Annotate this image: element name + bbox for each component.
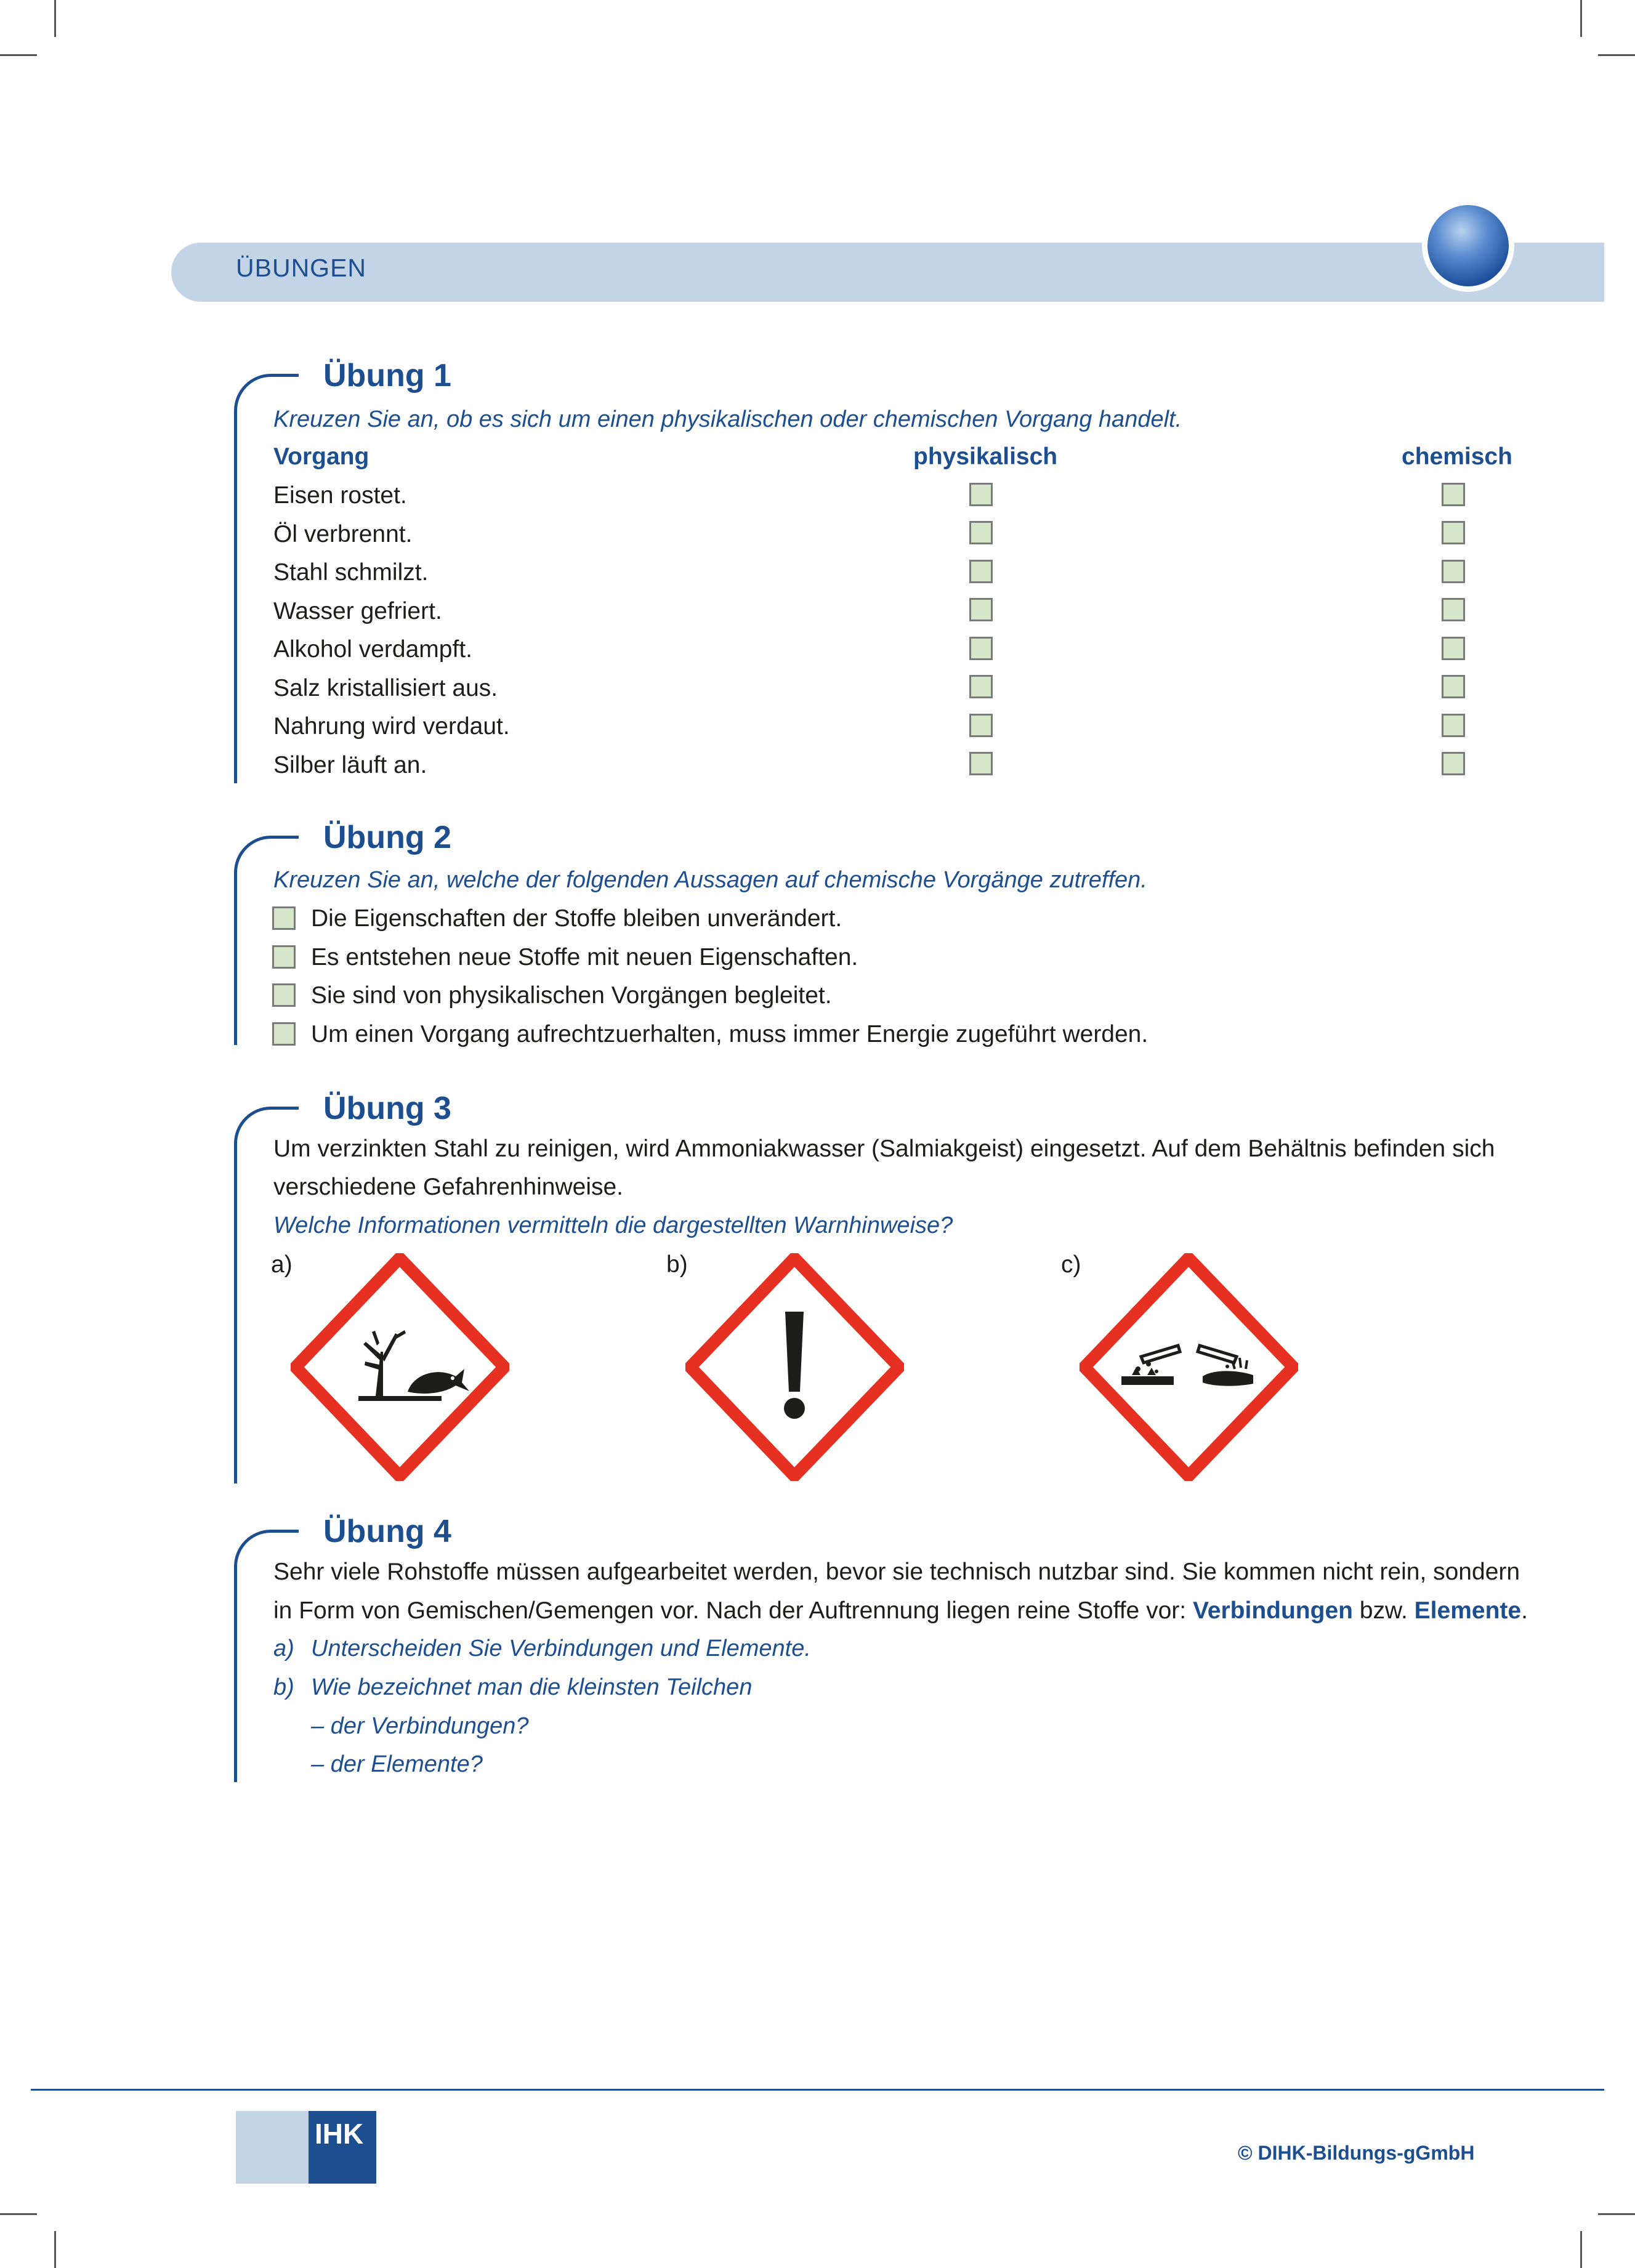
exercise-4-text-line: in Form von Gemischen/Gemengen vor. Nach der Auftrennung liegen reine Stoffe vor: Verbindungen bzw. Elemente. <box>273 1597 1528 1624</box>
physical-checkbox[interactable] <box>969 752 993 775</box>
sub-question: – der Verbindungen? <box>311 1713 529 1739</box>
footer-rule <box>31 2089 1604 2091</box>
process-row-label: Öl verbrennt. <box>273 521 413 547</box>
section-header-bar <box>171 243 1604 302</box>
corrosive-icon <box>1080 1253 1298 1481</box>
pictogram-label: a) <box>271 1251 293 1278</box>
exercise-2-title: Übung 2 <box>323 820 451 855</box>
ihk-logo: IHK <box>309 2111 376 2184</box>
chemical-checkbox[interactable] <box>1442 714 1465 737</box>
process-row-label: Nahrung wird verdaut. <box>273 713 510 740</box>
exercise-3-text-line: Um verzinkten Stahl zu reinigen, wird Ammoniakwasser (Salmiakgeist) eingesetzt. Auf dem Behältnis befinden sich <box>273 1136 1495 1162</box>
exercise-bracket <box>234 1107 299 1483</box>
statement-text: Um einen Vorgang aufrechtzuerhalten, muss immer Energie zugeführt werden. <box>311 1021 1149 1047</box>
statement-checkbox[interactable] <box>272 1022 296 1046</box>
crop-mark <box>54 0 56 37</box>
physical-checkbox[interactable] <box>969 598 993 621</box>
physical-checkbox[interactable] <box>969 483 993 506</box>
chemical-checkbox[interactable] <box>1442 598 1465 621</box>
crop-mark <box>54 2231 56 2268</box>
physical-checkbox[interactable] <box>969 560 993 583</box>
pictogram-label: c) <box>1061 1251 1081 1278</box>
physical-checkbox[interactable] <box>969 637 993 660</box>
pictogram-label: b) <box>666 1251 688 1278</box>
exercise-3-title: Übung 3 <box>323 1091 451 1126</box>
chemical-checkbox[interactable] <box>1442 483 1465 506</box>
crop-mark <box>1598 2213 1635 2215</box>
copyright-notice: © DIHK-Bildungs-gGmbH <box>1238 2142 1475 2164</box>
crop-mark <box>0 54 37 56</box>
process-row-label: Silber läuft an. <box>273 752 427 778</box>
term-elemente: Elemente <box>1414 1597 1522 1624</box>
exercise-4-text-line: Sehr viele Rohstoffe müssen aufgearbeitet werden, bevor sie technisch nutzbar sind. Sie kommen nicht rein, sondern <box>273 1559 1520 1585</box>
exercise-4-title: Übung 4 <box>323 1514 451 1549</box>
section-title: ÜBUNGEN <box>236 254 367 282</box>
chemical-checkbox[interactable] <box>1442 675 1465 698</box>
question-label: a) <box>273 1636 294 1661</box>
chemical-checkbox[interactable] <box>1442 637 1465 660</box>
statement-checkbox[interactable] <box>272 945 296 969</box>
statement-text: Die Eigenschaften der Stoffe bleiben unverändert. <box>311 905 842 932</box>
exercise-1-title: Übung 1 <box>323 358 451 393</box>
statement-checkbox[interactable] <box>272 983 296 1007</box>
exercise-1-instruction: Kreuzen Sie an, ob es sich um einen physikalischen oder chemischen Vorgang handelt. <box>273 406 1182 432</box>
exercise-3-question: Welche Informationen vermitteln die dargestellten Warnhinweise? <box>273 1213 953 1238</box>
environment-hazard-icon <box>291 1253 509 1481</box>
question-label: b) <box>273 1674 294 1700</box>
physical-checkbox[interactable] <box>969 714 993 737</box>
column-header-physical: physikalisch <box>913 443 1058 470</box>
question-b: Wie bezeichnet man die kleinsten Teilchen <box>311 1674 753 1700</box>
chemical-checkbox[interactable] <box>1442 752 1465 775</box>
statement-checkbox[interactable] <box>272 906 296 930</box>
process-row-label: Stahl schmilzt. <box>273 559 429 586</box>
column-header-process: Vorgang <box>273 443 369 470</box>
crop-mark <box>0 2213 37 2215</box>
crop-mark <box>1580 2231 1582 2268</box>
process-row-label: Salz kristallisiert aus. <box>273 675 498 701</box>
term-verbindungen: Verbindungen <box>1192 1597 1353 1624</box>
crop-mark <box>1598 54 1635 56</box>
process-row-label: Alkohol verdampft. <box>273 636 472 663</box>
blue-sphere-icon <box>1422 200 1514 292</box>
sub-question: – der Elemente? <box>311 1751 483 1777</box>
exclamation-mark-icon <box>685 1253 904 1481</box>
crop-mark <box>1580 0 1582 37</box>
process-row-label: Wasser gefriert. <box>273 598 442 624</box>
statement-text: Es entstehen neue Stoffe mit neuen Eigenschaften. <box>311 944 858 971</box>
physical-checkbox[interactable] <box>969 521 993 544</box>
process-row-label: Eisen rostet. <box>273 482 407 509</box>
statement-text: Sie sind von physikalischen Vorgängen begleitet. <box>311 982 832 1009</box>
column-header-chemical: chemisch <box>1402 443 1512 470</box>
chemical-checkbox[interactable] <box>1442 560 1465 583</box>
exercise-2-instruction: Kreuzen Sie an, welche der folgenden Aussagen auf chemische Vorgänge zutreffen. <box>273 867 1147 893</box>
chemical-checkbox[interactable] <box>1442 521 1465 544</box>
exercise-3-text-line: verschiedene Gefahrenhinweise. <box>273 1174 624 1200</box>
physical-checkbox[interactable] <box>969 675 993 698</box>
ihk-logo-block <box>236 2111 309 2184</box>
question-a: Unterscheiden Sie Verbindungen und Elemente. <box>311 1636 811 1661</box>
